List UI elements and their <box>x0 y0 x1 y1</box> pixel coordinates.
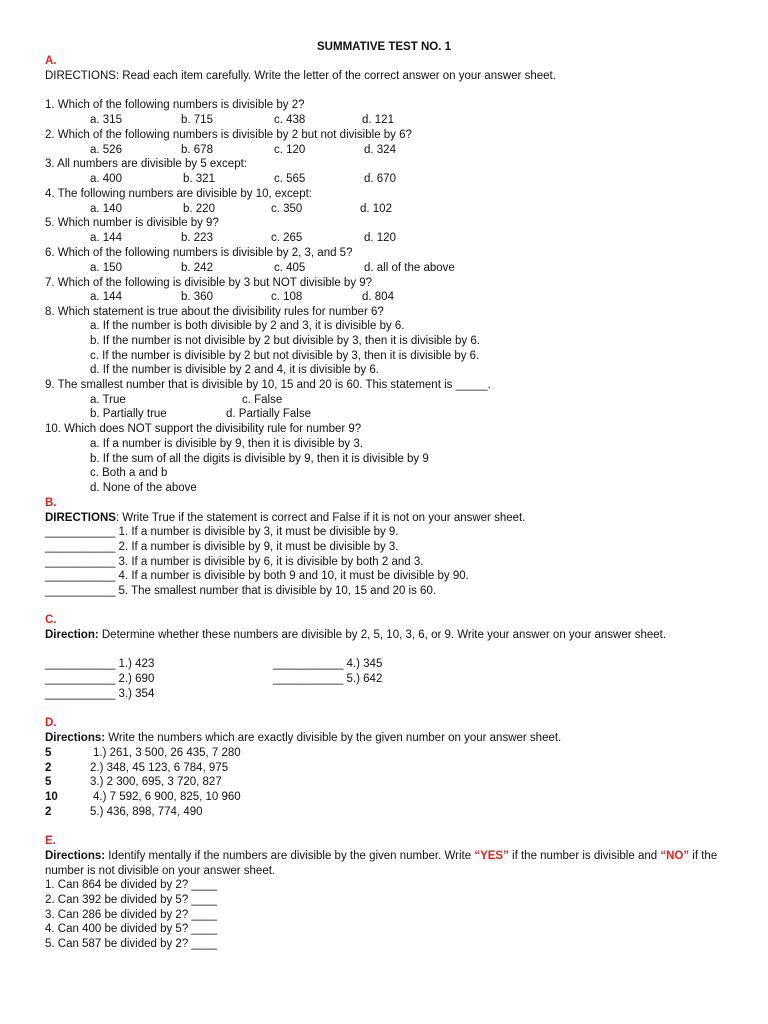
section-b-label: B. <box>45 497 57 509</box>
q9-option-c: c. False <box>242 394 283 406</box>
section-b-directions: DIRECTIONS: Write True if the statement is correct and False if it is not on your answer sheet. <box>45 512 526 524</box>
true-false-item-1: ___________ 1. If a number is divisible by 3, it must be divisible by 9. <box>45 526 399 538</box>
q10-option-b: b. If the sum of all the digits is divisible by 9, then it is divisible by 9 <box>90 453 429 465</box>
q8-option-d: d. If the number is divisible by 2 and 4, it is divisible by 6. <box>90 364 379 376</box>
q6-option-b: b. 242 <box>181 262 213 274</box>
q1-option-d: d. 121 <box>362 114 394 126</box>
e-item-2: 2. Can 392 be divided by 5? ____ <box>45 894 217 906</box>
q10-option-d: d. None of the above <box>90 482 197 494</box>
q3-option-a: a. 400 <box>90 173 122 185</box>
question-9: 9. The smallest number that is divisible by 10, 15 and 20 is 60. This statement is _____. <box>45 379 491 391</box>
page-title: SUMMATIVE TEST NO. 1 <box>317 41 451 53</box>
q5-option-d: d. 120 <box>364 232 396 244</box>
true-false-item-4: ___________ 4. If a number is divisible by both 9 and 10, it must be divisible by 90. <box>45 570 469 582</box>
d-numbers-5: 5.) 436, 898, 774, 490 <box>90 806 203 818</box>
q5-option-b: b. 223 <box>181 232 213 244</box>
question-7: 7. Which of the following is divisible by 3 but NOT divisible by 9? <box>45 277 373 289</box>
q3-option-c: c. 565 <box>274 173 306 185</box>
section-e-label: E. <box>45 835 56 847</box>
q4-option-b: b. 220 <box>183 203 215 215</box>
q9-option-b: b. Partially true <box>90 408 167 420</box>
d-divisor-2: 2 <box>45 762 52 774</box>
question-10: 10. Which does NOT support the divisibility rule for number 9? <box>45 423 362 435</box>
q7-option-b: b. 360 <box>181 291 213 303</box>
c-item-4: ___________ 4.) 345 <box>273 658 383 670</box>
q7-option-c: c. 108 <box>271 291 303 303</box>
c-item-2: ___________ 2.) 690 <box>45 673 155 685</box>
q10-option-c: c. Both a and b <box>90 467 168 479</box>
true-false-item-3: ___________ 3. If a number is divisible by 6, it is divisible by both 2 and 3. <box>45 556 424 568</box>
q6-option-c: c. 405 <box>274 262 306 274</box>
q2-option-c: c. 120 <box>274 144 306 156</box>
q1-option-a: a. 315 <box>90 114 122 126</box>
q1-option-b: b. 715 <box>181 114 213 126</box>
d-divisor-3: 5 <box>45 776 52 788</box>
question-4: 4. The following numbers are divisible by 10, except: <box>45 188 312 200</box>
true-false-item-2: ___________ 2. If a number is divisible by 9, it must be divisible by 3. <box>45 541 399 553</box>
q6-option-d: d. all of the above <box>364 262 455 274</box>
section-d-label: D. <box>45 717 57 729</box>
q4-option-c: c. 350 <box>271 203 303 215</box>
question-1: 1. Which of the following numbers is divisible by 2? <box>45 99 305 111</box>
d-numbers-4: 4.) 7 592, 6 900, 825, 10 960 <box>93 791 241 803</box>
q8-option-a: a. If the number is both divisible by 2 and 3, it is divisible by 6. <box>90 320 405 332</box>
c-item-3: ___________ 3.) 354 <box>45 688 155 700</box>
section-a-label: A. <box>45 55 57 67</box>
q2-option-b: b. 678 <box>181 144 213 156</box>
section-d-directions: Directions: Write the numbers which are exactly divisible by the given number on your answer sheet. <box>45 732 562 744</box>
section-c-directions: Direction: Determine whether these numbers are divisible by 2, 5, 10, 3, 6, or 9. Write your answer on your answer sheet. <box>45 629 667 641</box>
section-c-label: C. <box>45 614 57 626</box>
c-item-1: ___________ 1.) 423 <box>45 658 155 670</box>
d-divisor-1: 5 <box>45 747 52 759</box>
question-6: 6. Which of the following numbers is divisible by 2, 3, and 5? <box>45 247 353 259</box>
section-e-directions: Directions: Identify mentally if the numbers are divisible by the given number. Write “YES” if the number is divisible and “NO” if the number is not divisible on your answer sheet. <box>45 850 718 877</box>
d-numbers-2: 2.) 348, 45 123, 6 784, 975 <box>90 762 229 774</box>
q3-option-b: b. 321 <box>183 173 215 185</box>
question-3: 3. All numbers are divisible by 5 except: <box>45 158 247 170</box>
q4-option-a: a. 140 <box>90 203 122 215</box>
q3-option-d: d. 670 <box>364 173 396 185</box>
question-8: 8. Which statement is true about the divisibility rules for number 6? <box>45 306 384 318</box>
q4-option-d: d. 102 <box>360 203 392 215</box>
d-numbers-3: 3.) 2 300, 695, 3 720, 827 <box>90 776 222 788</box>
q1-option-c: c. 438 <box>274 114 306 126</box>
q7-option-a: a. 144 <box>90 291 122 303</box>
d-divisor-5: 2 <box>45 806 52 818</box>
q2-option-a: a. 526 <box>90 144 122 156</box>
e-item-5: 5. Can 587 be divided by 2? ____ <box>45 938 217 950</box>
q9-option-a: a. True <box>90 394 126 406</box>
question-5: 5. Which number is divisible by 9? <box>45 217 219 229</box>
q5-option-c: c. 265 <box>271 232 303 244</box>
q7-option-d: d. 804 <box>362 291 394 303</box>
q8-option-c: c. If the number is divisible by 2 but not divisible by 3, then it is divisible by 6. <box>90 350 480 362</box>
section-a-directions: DIRECTIONS: Read each item carefully. Write the letter of the correct answer on your answer sheet. <box>45 70 556 82</box>
d-numbers-1: 1.) 261, 3 500, 26 435, 7 280 <box>93 747 241 759</box>
q8-option-b: b. If the number is not divisible by 2 but divisible by 3, then it is divisible by 6. <box>90 335 480 347</box>
q10-option-a: a. If a number is divisible by 9, then it is divisible by 3. <box>90 438 363 450</box>
e-item-1: 1. Can 864 be divided by 2? ____ <box>45 879 217 891</box>
true-false-item-5: ___________ 5. The smallest number that is divisible by 10, 15 and 20 is 60. <box>45 585 437 597</box>
c-item-5: ___________ 5.) 642 <box>273 673 383 685</box>
q2-option-d: d. 324 <box>364 144 396 156</box>
question-2: 2. Which of the following numbers is divisible by 2 but not divisible by 6? <box>45 129 412 141</box>
q9-option-d: d. Partially False <box>226 408 312 420</box>
q5-option-a: a. 144 <box>90 232 122 244</box>
e-item-3: 3. Can 286 be divided by 2? ____ <box>45 909 217 921</box>
e-item-4: 4. Can 400 be divided by 5? ____ <box>45 923 217 935</box>
d-divisor-4: 10 <box>45 791 58 803</box>
q6-option-a: a. 150 <box>90 262 122 274</box>
